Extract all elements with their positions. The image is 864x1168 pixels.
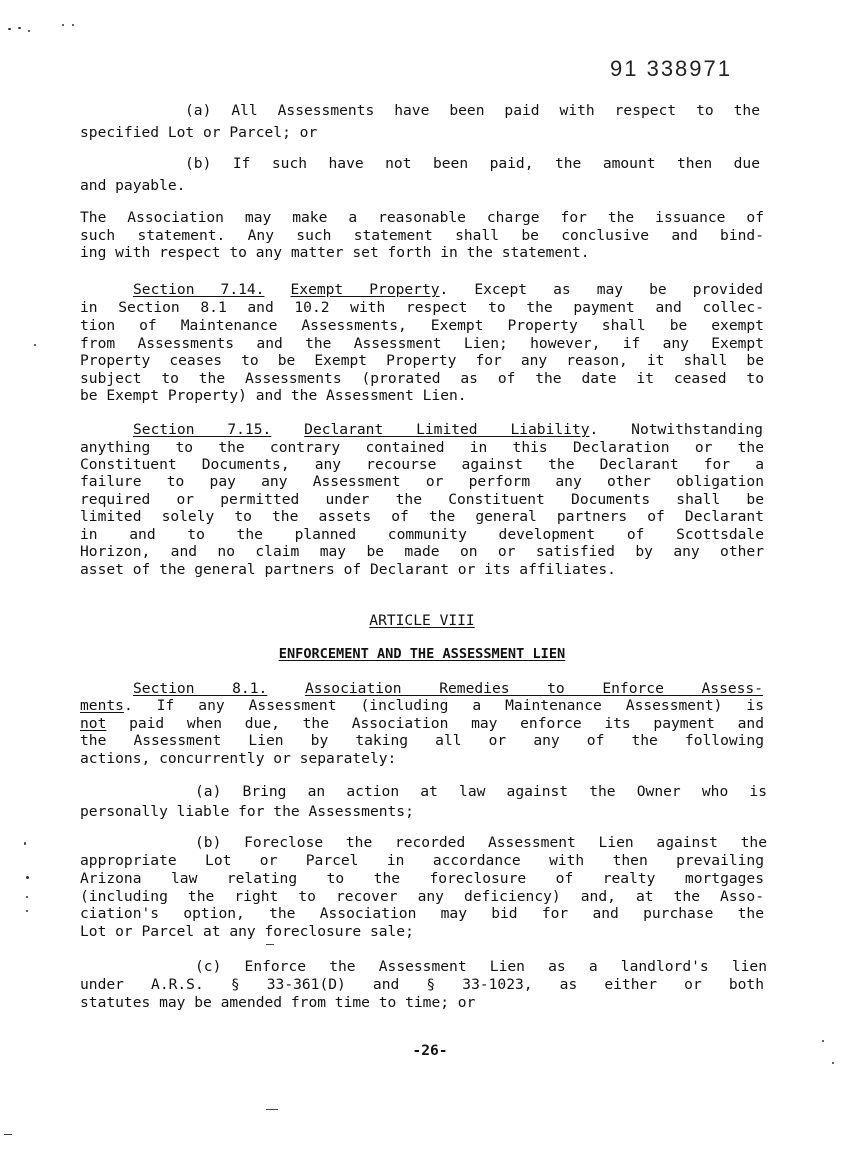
remedy-item-c-line: statutes may be amended from time to time; or [80, 994, 476, 1011]
scan-speck [8, 28, 11, 30]
section-8-1-line [80, 715, 764, 732]
scan-speck [26, 910, 28, 912]
section-7-15-line: asset of the general partners of Declarant or its affiliates. [80, 561, 616, 578]
recording-number-stamp: 91 338971 [610, 56, 732, 81]
scan-speck [18, 27, 21, 29]
section-8-1-heading-line [133, 680, 763, 697]
scan-speck [24, 842, 26, 845]
scan-speck [62, 24, 64, 26]
scan-mark [4, 1134, 12, 1135]
remedy-item-c-line: under A.R.S. § 33-361(D) and § 33-1023, as either or both [80, 976, 764, 993]
section-text: . Except as may be provided [439, 281, 763, 298]
section-7-15-heading-line [133, 421, 763, 438]
section-number: Section 8.1. [133, 680, 268, 697]
section-7-14-line: tion of Maintenance Assessments, Exempt Property shall be exempt [80, 317, 764, 334]
article-heading: ARTICLE VIII [369, 612, 475, 629]
scan-speck [26, 876, 29, 879]
scan-speck [28, 30, 30, 32]
section-number: Section 7.15. [133, 421, 272, 438]
section-title: Exempt Property [290, 281, 440, 298]
section-7-14-line: be Exempt Property) and the Assessment Lien. [80, 387, 467, 404]
section-8-1-line: actions, concurrently or separately: [80, 750, 397, 767]
section-text: paid when due, the Association may enforce its payment and [106, 715, 764, 732]
remedy-item-a-line: (a) Bring an action at law against the Owner who is [195, 783, 767, 800]
statement-item-b-line: (b) If such have not been paid, the amount then due [185, 155, 760, 172]
section-title-continued: ments [80, 697, 124, 714]
scan-speck [72, 24, 74, 26]
section-text: . Notwithstanding [589, 421, 763, 438]
remedy-item-b-line: (b) Foreclose the recorded Assessment Lien against the [195, 834, 767, 851]
section-7-15-line: limited solely to the assets of the general partners of Declarant [80, 508, 764, 525]
section-7-14-line: in Section 8.1 and 10.2 with respect to the payment and collec- [80, 299, 764, 316]
scan-speck [822, 1040, 824, 1042]
charge-paragraph-line: such statement. Any such statement shall be conclusive and bind- [80, 227, 764, 244]
section-7-15-line: required or permitted under the Constituent Documents shall be [80, 491, 764, 508]
remedy-item-b-line: appropriate Lot or Parcel in accordance with then prevailing [80, 852, 764, 869]
remedy-item-b-line: ciation's option, the Association may bid for and purchase the [80, 905, 764, 922]
scan-mark [266, 944, 274, 945]
section-7-14-heading-line [133, 281, 763, 298]
scan-mark [266, 1109, 278, 1110]
section-7-14-line: subject to the Assessments (prorated as of the date it ceased to [80, 370, 764, 387]
scan-speck [832, 1062, 834, 1064]
statement-item-a-line: (a) All Assessments have been paid with respect to the [185, 102, 760, 119]
section-text-underlined: not [80, 715, 107, 732]
scan-speck [34, 344, 36, 346]
remedy-item-b-line: (including the right to recover any deficiency) and, at the Asso- [80, 888, 764, 905]
section-7-14-line: from Assessments and the Assessment Lien; however, if any Exempt [80, 335, 764, 352]
remedy-item-b-line: Arizona law relating to the foreclosure of realty mortgages [80, 870, 764, 887]
statement-item-a-line: specified Lot or Parcel; or [80, 124, 318, 141]
section-8-1-line: the Assessment Lien by taking all or any of the following [80, 732, 764, 749]
section-8-1-line [80, 697, 764, 714]
section-number: Section 7.14. [133, 281, 265, 298]
section-7-15-line: Horizon, and no claim may be made on or satisfied by any other [80, 543, 764, 560]
remedy-item-b-line: Lot or Parcel at any foreclosure sale; [80, 923, 414, 940]
section-title: Declarant Limited Liability [304, 421, 590, 438]
scan-speck [26, 896, 28, 898]
charge-paragraph-line: ing with respect to any matter set forth in the statement. [80, 244, 590, 261]
section-7-15-line: anything to the contrary contained in this Declaration or the [80, 439, 764, 456]
section-7-15-line: failure to pay any Assessment or perform any other obligation [80, 473, 764, 490]
section-7-14-line: Property ceases to be Exempt Property for any reason, it shall be [80, 352, 764, 369]
section-7-15-line: in and to the planned community development of Scottsdale [80, 526, 764, 543]
charge-paragraph-line: The Association may make a reasonable charge for the issuance of [80, 209, 764, 226]
section-7-15-line: Constituent Documents, any recourse against the Declarant for a [80, 456, 764, 473]
section-text: . If any Assessment (including a Maintenance Assessment) is [123, 697, 764, 714]
statement-item-b-line: and payable. [80, 177, 186, 194]
remedy-item-c-line: (c) Enforce the Assessment Lien as a landlord's lien [195, 958, 767, 975]
section-title: Association Remedies to Enforce Assess- [304, 680, 763, 697]
page-number: -26- [412, 1042, 448, 1059]
article-title: ENFORCEMENT AND THE ASSESSMENT LIEN [278, 646, 566, 662]
remedy-item-a-line: personally liable for the Assessments; [80, 803, 414, 820]
